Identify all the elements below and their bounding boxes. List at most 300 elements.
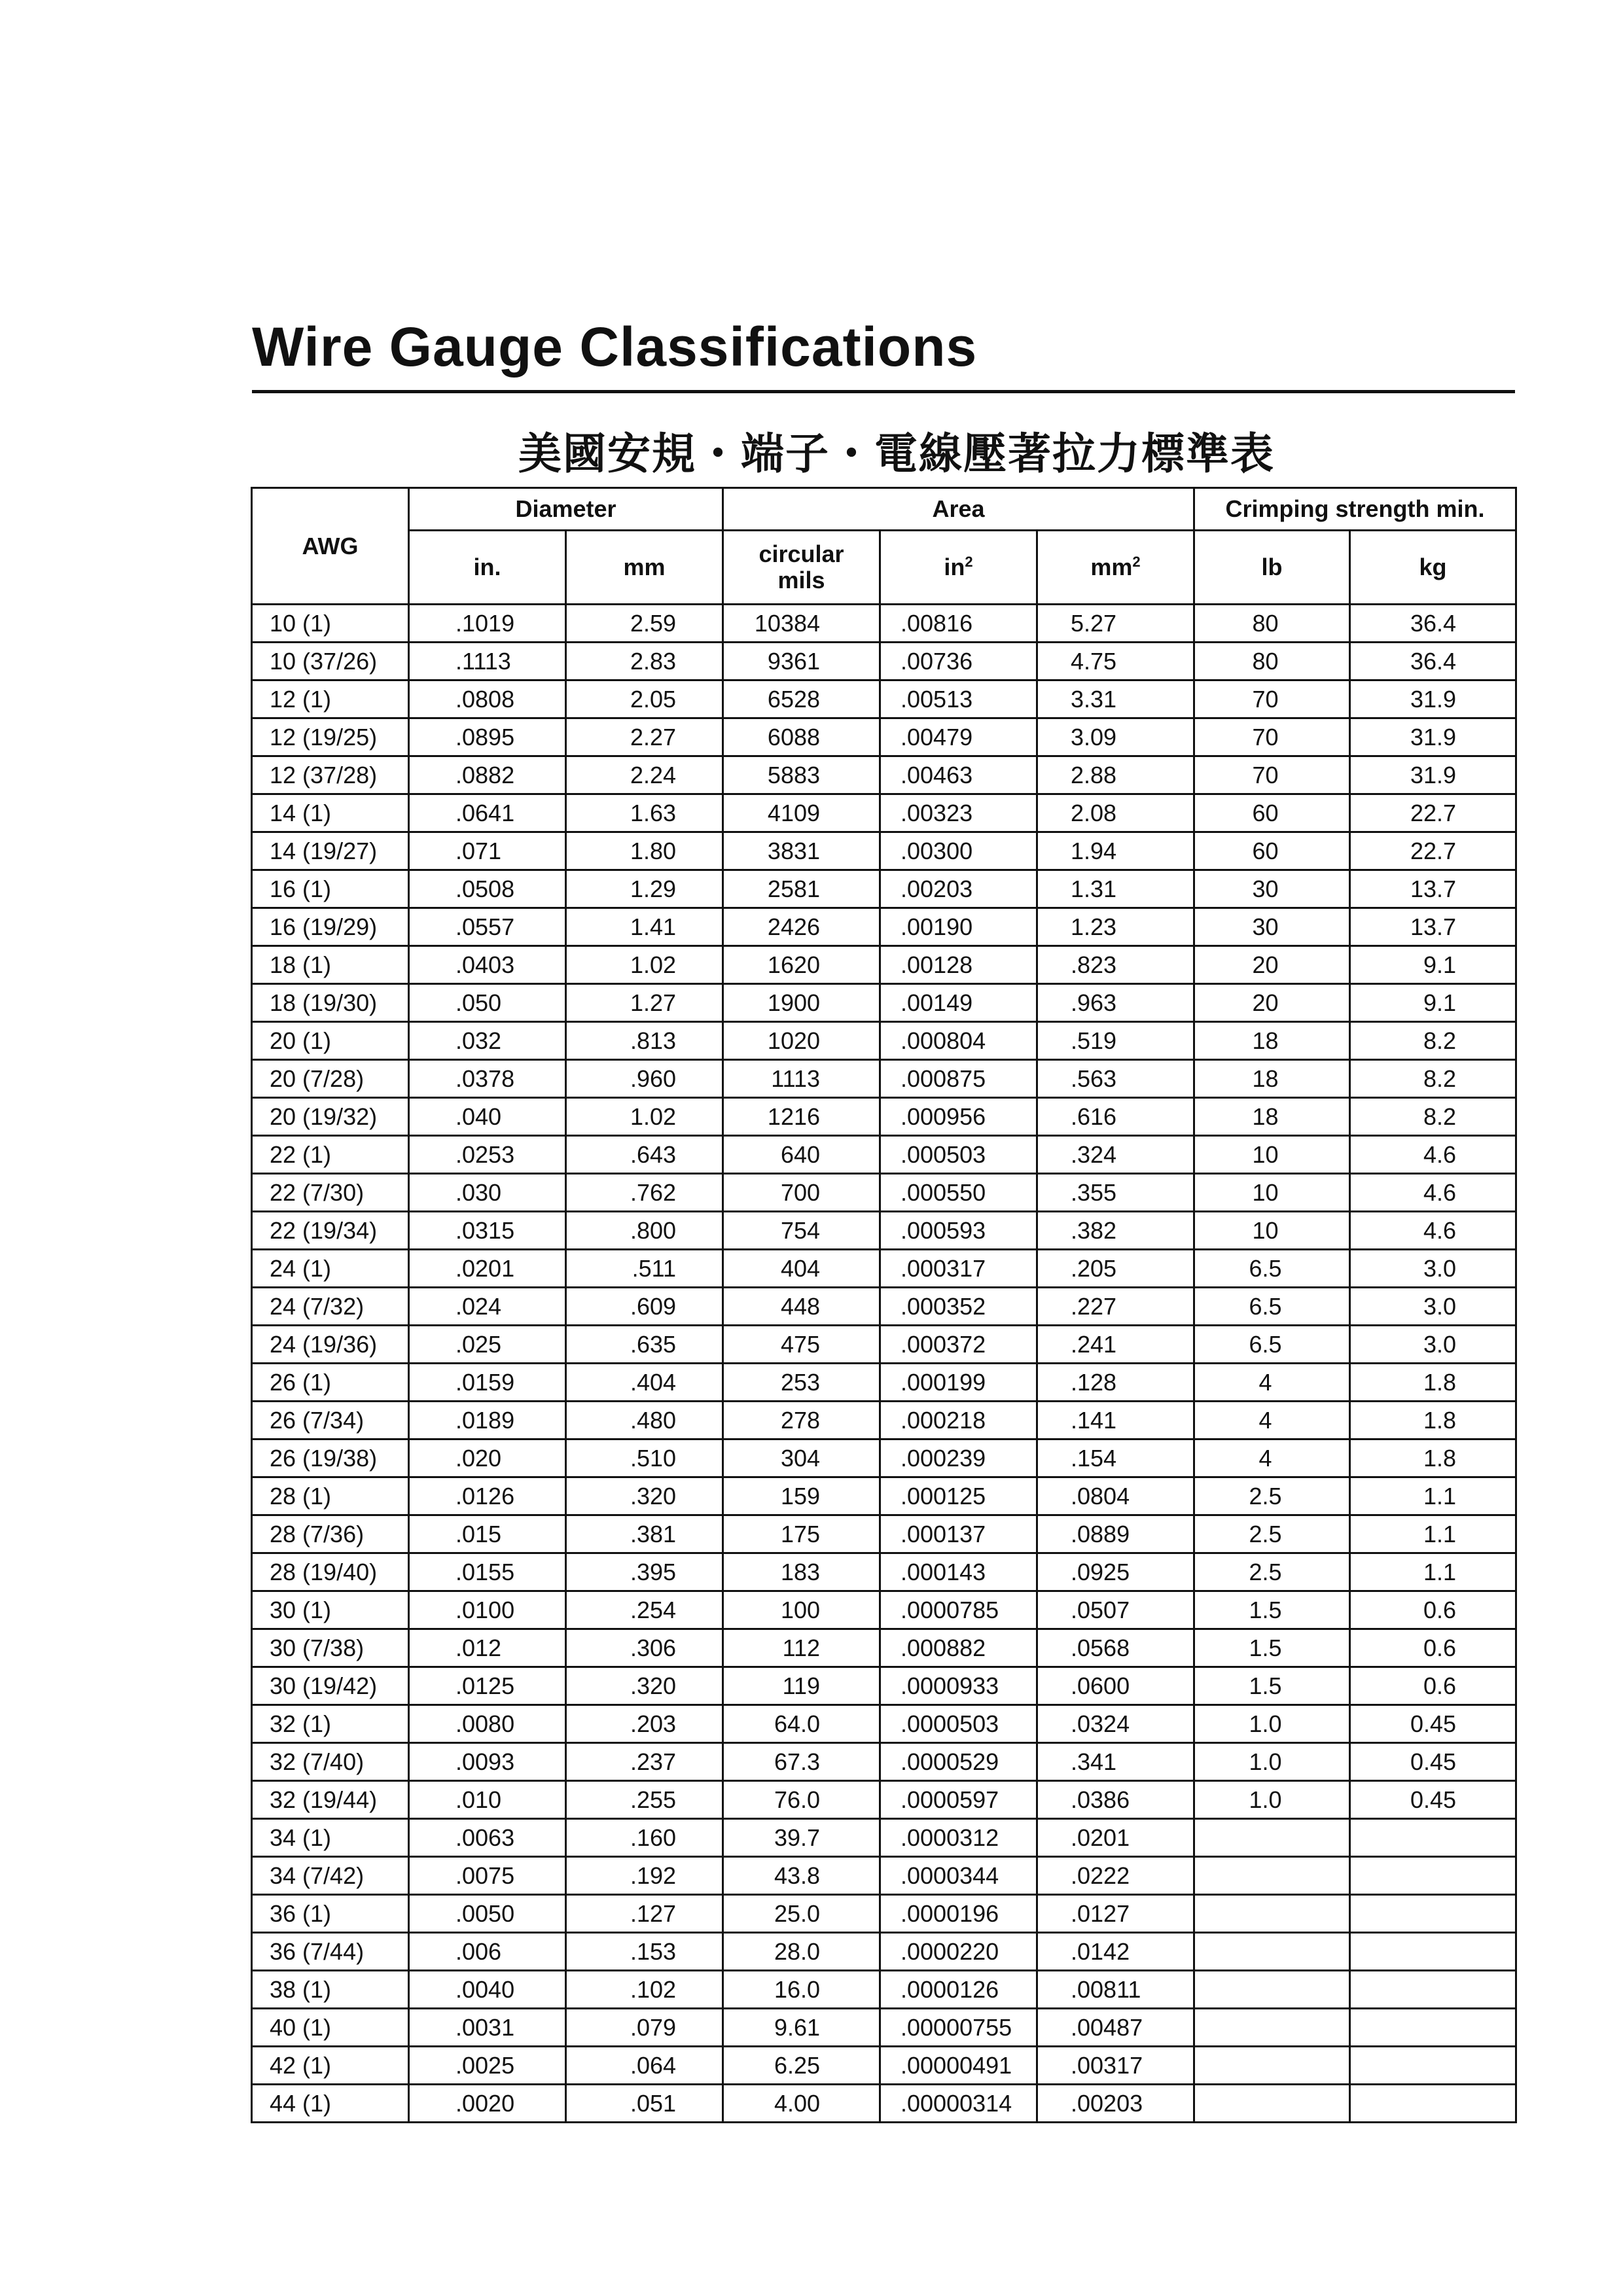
cell-circular-mils: 119 [723,1667,880,1705]
cell-crimp-lb [1194,1895,1350,1933]
cell-crimp-lb: 4 [1194,1402,1350,1439]
table-row [252,1098,1516,1136]
cell-diameter-in: .0189 [409,1402,566,1439]
table-row [252,1288,1516,1326]
cell-awg: 32 (19/44) [252,1781,409,1819]
cell-circular-mils: 1620 [723,946,880,984]
cell-circular-mils: 67.3 [723,1743,880,1781]
cell-area-in2: .000503 [880,1136,1037,1174]
table-row [252,1705,1516,1743]
table-row [252,680,1516,718]
cell-crimp-lb [1194,1971,1350,2009]
cell-diameter-in: .0031 [409,2009,566,2047]
cell-area-mm2: .128 [1037,1364,1194,1402]
cell-crimp-kg: 31.9 [1350,718,1516,756]
cell-area-mm2: .154 [1037,1439,1194,1477]
cell-awg: 12 (19/25) [252,718,409,756]
cell-area-in2: .000550 [880,1174,1037,1212]
cell-diameter-in: .032 [409,1022,566,1060]
cell-diameter-in: .0378 [409,1060,566,1098]
cell-awg: 28 (1) [252,1477,409,1515]
table-row [252,870,1516,908]
cell-area-in2: .0000196 [880,1895,1037,1933]
table-header [252,488,1516,605]
table-row [252,605,1516,643]
cell-area-in2: .000875 [880,1060,1037,1098]
table-row [252,1781,1516,1819]
cell-area-mm2: 2.88 [1037,756,1194,794]
cell-crimp-lb: 10 [1194,1136,1350,1174]
cell-crimp-lb: 4 [1194,1439,1350,1477]
cell-diameter-mm: .320 [566,1667,723,1705]
cell-diameter-mm: .404 [566,1364,723,1402]
cell-crimp-lb [1194,1819,1350,1857]
cell-diameter-mm: .255 [566,1781,723,1819]
cell-crimp-kg: 3.0 [1350,1326,1516,1364]
cell-area-mm2: 4.75 [1037,643,1194,680]
cell-crimp-lb: 1.5 [1194,1629,1350,1667]
cell-diameter-mm: 1.27 [566,984,723,1022]
header-mm2-sup: 2 [1132,554,1141,570]
cell-awg: 36 (7/44) [252,1933,409,1971]
header-kg: kg [1350,531,1516,605]
cell-diameter-in: .024 [409,1288,566,1326]
cell-area-mm2: .00317 [1037,2047,1194,2085]
cell-area-in2: .0000126 [880,1971,1037,2009]
cell-area-in2: .00190 [880,908,1037,946]
cell-crimp-kg: 13.7 [1350,908,1516,946]
cell-diameter-in: .0315 [409,1212,566,1250]
cell-crimp-kg: 1.8 [1350,1439,1516,1477]
cell-crimp-kg [1350,1895,1516,1933]
cell-crimp-lb: 1.5 [1194,1591,1350,1629]
cell-crimp-kg: 3.0 [1350,1250,1516,1288]
cell-diameter-mm: .306 [566,1629,723,1667]
table-row [252,1743,1516,1781]
table-row [252,718,1516,756]
cell-crimp-lb: 2.5 [1194,1515,1350,1553]
cell-area-mm2: .0324 [1037,1705,1194,1743]
cell-diameter-in: .0808 [409,680,566,718]
cell-circular-mils: 64.0 [723,1705,880,1743]
cell-crimp-kg: 22.7 [1350,832,1516,870]
cell-crimp-lb: 30 [1194,908,1350,946]
cell-crimp-kg: 8.2 [1350,1098,1516,1136]
cell-area-in2: .00149 [880,984,1037,1022]
cell-diameter-mm: 1.41 [566,908,723,946]
cell-crimp-kg: 3.0 [1350,1288,1516,1326]
cell-crimp-lb: 70 [1194,756,1350,794]
header-row-units [252,531,1516,605]
cell-diameter-mm: .320 [566,1477,723,1515]
table-row [252,1857,1516,1895]
cell-crimp-kg: 1.1 [1350,1477,1516,1515]
table-row [252,832,1516,870]
wire-gauge-table-container [251,487,1515,2123]
table-row [252,2009,1516,2047]
cell-area-mm2: .00203 [1037,2085,1194,2123]
cell-area-mm2: 1.94 [1037,832,1194,870]
cell-diameter-in: .1113 [409,643,566,680]
cell-crimp-lb: 60 [1194,794,1350,832]
cell-area-in2: .00000314 [880,2085,1037,2123]
table-row [252,1402,1516,1439]
table-row [252,1553,1516,1591]
cell-diameter-mm: .153 [566,1933,723,1971]
cell-crimp-kg [1350,2085,1516,2123]
cell-diameter-mm: .192 [566,1857,723,1895]
header-row-groups [252,488,1516,531]
cell-awg: 30 (1) [252,1591,409,1629]
cell-area-in2: .00300 [880,832,1037,870]
cell-diameter-mm: .762 [566,1174,723,1212]
cell-area-mm2: 3.31 [1037,680,1194,718]
cell-diameter-mm: .510 [566,1439,723,1477]
cell-area-in2: .000199 [880,1364,1037,1402]
cell-area-mm2: 2.08 [1037,794,1194,832]
table-row [252,1629,1516,1667]
table-row [252,1060,1516,1098]
header-in2-label: in [944,554,965,580]
cell-area-mm2: .0568 [1037,1629,1194,1667]
cell-circular-mils: 475 [723,1326,880,1364]
cell-diameter-mm: .635 [566,1326,723,1364]
cell-awg: 14 (1) [252,794,409,832]
cell-crimp-lb: 2.5 [1194,1477,1350,1515]
cell-awg: 16 (1) [252,870,409,908]
cell-area-mm2: 1.23 [1037,908,1194,946]
header-crimping-strength: Crimping strength min. [1194,488,1516,531]
cell-circular-mils: 10384 [723,605,880,643]
cell-circular-mils: 278 [723,1402,880,1439]
cell-circular-mils: 3831 [723,832,880,870]
cell-awg: 26 (1) [252,1364,409,1402]
cell-circular-mils: 28.0 [723,1933,880,1971]
cell-diameter-mm: .203 [566,1705,723,1743]
cell-awg: 36 (1) [252,1895,409,1933]
cell-area-in2: .0000529 [880,1743,1037,1781]
cell-area-mm2: .0386 [1037,1781,1194,1819]
cell-diameter-in: .071 [409,832,566,870]
cell-diameter-mm: .480 [566,1402,723,1439]
cell-crimp-kg: 4.6 [1350,1174,1516,1212]
wire-gauge-table [251,487,1517,2123]
cell-diameter-in: .015 [409,1515,566,1553]
cell-crimp-kg: 0.45 [1350,1743,1516,1781]
cell-circular-mils: 6.25 [723,2047,880,2085]
table-row [252,1326,1516,1364]
cell-diameter-mm: 1.02 [566,946,723,984]
cell-circular-mils: 159 [723,1477,880,1515]
cell-diameter-in: .0159 [409,1364,566,1402]
cell-awg: 10 (1) [252,605,409,643]
cell-crimp-kg: 4.6 [1350,1136,1516,1174]
cell-crimp-kg: 0.6 [1350,1591,1516,1629]
cell-area-in2: .00203 [880,870,1037,908]
cell-crimp-kg: 31.9 [1350,756,1516,794]
cell-awg: 38 (1) [252,1971,409,2009]
cell-circular-mils: 16.0 [723,1971,880,2009]
cell-diameter-mm: .609 [566,1288,723,1326]
header-mm2-label: mm [1090,554,1133,580]
cell-diameter-mm: .395 [566,1553,723,1591]
cell-area-mm2: .0127 [1037,1895,1194,1933]
cell-crimp-kg: 9.1 [1350,984,1516,1022]
table-row [252,1136,1516,1174]
cell-area-in2: .000352 [880,1288,1037,1326]
cell-area-in2: .000218 [880,1402,1037,1439]
cell-crimp-kg: 22.7 [1350,794,1516,832]
cell-awg: 22 (7/30) [252,1174,409,1212]
table-row [252,1477,1516,1515]
title-rule [252,390,1515,393]
cell-area-in2: .00000491 [880,2047,1037,2085]
cell-crimp-lb: 18 [1194,1098,1350,1136]
cell-crimp-kg: 1.1 [1350,1553,1516,1591]
cell-diameter-in: .0100 [409,1591,566,1629]
header-awg: AWG [252,488,409,605]
cell-circular-mils: 6528 [723,680,880,718]
cell-area-in2: .00000755 [880,2009,1037,2047]
cell-circular-mils: 2426 [723,908,880,946]
cell-awg: 20 (19/32) [252,1098,409,1136]
cell-crimp-lb: 60 [1194,832,1350,870]
cell-diameter-mm: .813 [566,1022,723,1060]
cell-crimp-kg [1350,2047,1516,2085]
header-lb: lb [1194,531,1350,605]
cell-crimp-kg: 4.6 [1350,1212,1516,1250]
cell-diameter-mm: .079 [566,2009,723,2047]
cell-circular-mils: 39.7 [723,1819,880,1857]
cell-diameter-mm: 2.59 [566,605,723,643]
cell-area-in2: .0000503 [880,1705,1037,1743]
cell-crimp-lb: 6.5 [1194,1288,1350,1326]
cell-diameter-in: .0075 [409,1857,566,1895]
cell-area-in2: .00816 [880,605,1037,643]
cell-area-in2: .0000344 [880,1857,1037,1895]
cell-area-mm2: .963 [1037,984,1194,1022]
cell-crimp-kg: 8.2 [1350,1022,1516,1060]
cell-diameter-in: .0253 [409,1136,566,1174]
cell-crimp-lb: 10 [1194,1212,1350,1250]
cell-diameter-mm: .254 [566,1591,723,1629]
cell-diameter-in: .1019 [409,605,566,643]
cell-crimp-lb [1194,1857,1350,1895]
cell-diameter-mm: 2.24 [566,756,723,794]
cell-area-in2: .0000785 [880,1591,1037,1629]
cell-awg: 12 (1) [252,680,409,718]
cell-circular-mils: 448 [723,1288,880,1326]
cell-crimp-lb [1194,2047,1350,2085]
cell-awg: 28 (19/40) [252,1553,409,1591]
cell-circular-mils: 175 [723,1515,880,1553]
cell-area-mm2: .324 [1037,1136,1194,1174]
header-mm: mm [566,531,723,605]
cell-crimp-kg: 1.8 [1350,1402,1516,1439]
cell-area-in2: .00323 [880,794,1037,832]
cell-crimp-lb [1194,1933,1350,1971]
cell-awg: 26 (19/38) [252,1439,409,1477]
cell-diameter-in: .0050 [409,1895,566,1933]
cell-crimp-lb: 18 [1194,1022,1350,1060]
cell-awg: 20 (7/28) [252,1060,409,1098]
cell-diameter-mm: 1.02 [566,1098,723,1136]
cell-diameter-in: .0126 [409,1477,566,1515]
cell-diameter-in: .0641 [409,794,566,832]
cell-crimp-kg: 0.45 [1350,1705,1516,1743]
cell-circular-mils: 2581 [723,870,880,908]
table-row [252,1250,1516,1288]
cell-crimp-kg: 1.8 [1350,1364,1516,1402]
cell-crimp-lb: 30 [1194,870,1350,908]
cell-circular-mils: 6088 [723,718,880,756]
cell-diameter-mm: 2.83 [566,643,723,680]
cell-diameter-in: .0063 [409,1819,566,1857]
table-row [252,756,1516,794]
cell-circular-mils: 4109 [723,794,880,832]
cell-diameter-mm: .127 [566,1895,723,1933]
cell-diameter-in: .0040 [409,1971,566,2009]
cell-crimp-lb: 6.5 [1194,1250,1350,1288]
cell-area-in2: .00513 [880,680,1037,718]
cell-diameter-in: .0093 [409,1743,566,1781]
cell-crimp-lb: 1.0 [1194,1705,1350,1743]
cell-area-mm2: .341 [1037,1743,1194,1781]
cell-crimp-kg: 8.2 [1350,1060,1516,1098]
cell-crimp-lb: 80 [1194,643,1350,680]
table-row [252,1174,1516,1212]
cell-area-mm2: .227 [1037,1288,1194,1326]
cell-crimp-lb: 2.5 [1194,1553,1350,1591]
cell-diameter-in: .0155 [409,1553,566,1591]
cell-diameter-in: .0201 [409,1250,566,1288]
cell-crimp-lb: 70 [1194,680,1350,718]
cell-area-in2: .000804 [880,1022,1037,1060]
cell-area-mm2: .241 [1037,1326,1194,1364]
cell-crimp-lb: 70 [1194,718,1350,756]
page-title: Wire Gauge Classifications [252,316,978,378]
cell-area-mm2: .141 [1037,1402,1194,1439]
cell-circular-mils: 1113 [723,1060,880,1098]
cell-area-mm2: 1.31 [1037,870,1194,908]
cell-circular-mils: 9.61 [723,2009,880,2047]
cell-diameter-mm: .237 [566,1743,723,1781]
cell-circular-mils: 76.0 [723,1781,880,1819]
cell-diameter-in: .030 [409,1174,566,1212]
cell-diameter-mm: .051 [566,2085,723,2123]
cell-crimp-kg: 36.4 [1350,605,1516,643]
cell-diameter-mm: 2.05 [566,680,723,718]
cell-crimp-kg: 1.1 [1350,1515,1516,1553]
cell-crimp-kg [1350,1971,1516,2009]
cell-awg: 18 (19/30) [252,984,409,1022]
cell-circular-mils: 700 [723,1174,880,1212]
page-subtitle: 美國安規・端子・電線壓著拉力標準表 [518,429,1275,479]
cell-crimp-kg [1350,2009,1516,2047]
table-row [252,1439,1516,1477]
cell-crimp-lb: 1.0 [1194,1743,1350,1781]
table-row [252,1515,1516,1553]
cell-area-mm2: .0889 [1037,1515,1194,1553]
cell-crimp-kg: 9.1 [1350,946,1516,984]
header-mm2 [1037,531,1194,605]
cell-crimp-lb: 20 [1194,984,1350,1022]
cell-area-in2: .0000312 [880,1819,1037,1857]
cell-diameter-in: .020 [409,1439,566,1477]
cell-area-mm2: .0222 [1037,1857,1194,1895]
cell-area-in2: .000125 [880,1477,1037,1515]
table-row [252,643,1516,680]
cell-crimp-kg [1350,1819,1516,1857]
cell-area-in2: .000317 [880,1250,1037,1288]
cell-diameter-mm: .102 [566,1971,723,2009]
cell-diameter-mm: .960 [566,1060,723,1098]
cell-area-mm2: .00811 [1037,1971,1194,2009]
cell-awg: 22 (1) [252,1136,409,1174]
cell-awg: 22 (19/34) [252,1212,409,1250]
cell-circular-mils: 4.00 [723,2085,880,2123]
cell-area-mm2: .205 [1037,1250,1194,1288]
cell-awg: 10 (37/26) [252,643,409,680]
table-row [252,2085,1516,2123]
cell-area-in2: .0000597 [880,1781,1037,1819]
header-diameter: Diameter [409,488,723,531]
cell-awg: 34 (7/42) [252,1857,409,1895]
cell-awg: 40 (1) [252,2009,409,2047]
cell-area-mm2: .823 [1037,946,1194,984]
cell-area-in2: .000956 [880,1098,1037,1136]
header-in2-sup: 2 [965,554,973,570]
cell-area-mm2: 5.27 [1037,605,1194,643]
cell-diameter-in: .050 [409,984,566,1022]
table-row [252,1212,1516,1250]
cell-diameter-in: .0020 [409,2085,566,2123]
cell-diameter-in: .0895 [409,718,566,756]
cell-awg: 32 (7/40) [252,1743,409,1781]
cell-crimp-lb: 18 [1194,1060,1350,1098]
cell-awg: 44 (1) [252,2085,409,2123]
cell-awg: 24 (19/36) [252,1326,409,1364]
cell-area-mm2: .355 [1037,1174,1194,1212]
cell-crimp-kg: 0.6 [1350,1629,1516,1667]
cell-circular-mils: 9361 [723,643,880,680]
cell-area-mm2: .0142 [1037,1933,1194,1971]
cell-diameter-mm: 2.27 [566,718,723,756]
cell-crimp-kg: 31.9 [1350,680,1516,718]
cell-diameter-in: .0403 [409,946,566,984]
cell-diameter-mm: .064 [566,2047,723,2085]
cell-awg: 14 (19/27) [252,832,409,870]
cell-awg: 18 (1) [252,946,409,984]
header-in: in. [409,531,566,605]
cell-circular-mils: 5883 [723,756,880,794]
table-row [252,946,1516,984]
cell-diameter-in: .025 [409,1326,566,1364]
cell-area-in2: .000593 [880,1212,1037,1250]
cell-crimp-kg: 13.7 [1350,870,1516,908]
cell-area-mm2: .382 [1037,1212,1194,1250]
cell-circular-mils: 754 [723,1212,880,1250]
header-circular-mils [723,531,880,605]
table-row [252,1591,1516,1629]
cell-crimp-kg: 0.6 [1350,1667,1516,1705]
header-area: Area [723,488,1194,531]
cell-area-in2: .00128 [880,946,1037,984]
cell-area-in2: .0000933 [880,1667,1037,1705]
cell-area-mm2: .616 [1037,1098,1194,1136]
cell-crimp-lb: 4 [1194,1364,1350,1402]
table-row [252,1895,1516,1933]
